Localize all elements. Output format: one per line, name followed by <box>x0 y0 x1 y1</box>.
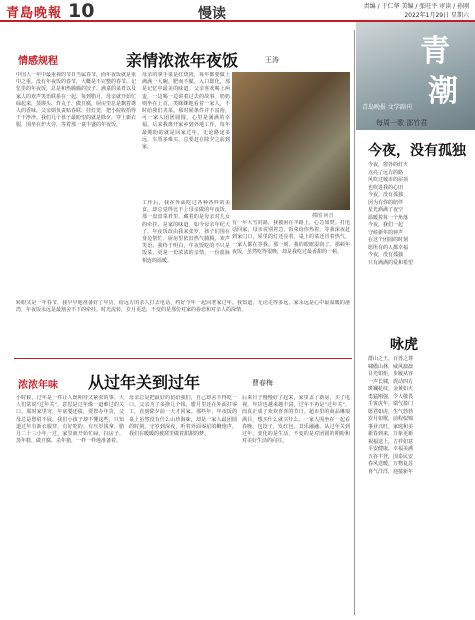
article2-title: 从过年关到过年 <box>88 373 201 392</box>
article2-label: 浓浓年味 <box>18 380 58 391</box>
newspaper-logo: 青島晚報 <box>6 6 63 21</box>
article1-label: 情感规程 <box>18 56 58 67</box>
banner-char-1: 青 <box>420 34 450 69</box>
article1-col4: 有一年大雪封路，我被困在半路上，心急如焚。打电话回家，母亲说别着急，饭菜给你热着。等我深夜赶到家门口，屋里的灯还亮着，桌上的菜还冒着热气，一家人都在等我。那一刻，我的眼眶湿润了。那顿年夜饭，虽然吃得很晚，却是我吃过最香甜的一顿。 <box>232 220 350 255</box>
article2-author: 曹春梅 <box>252 379 273 387</box>
section-title: 慢读 <box>198 6 226 22</box>
article1-col3: 工作后，我在外面吃过各种各样的美食，却总觉得比不上母亲做的年夜饭。那一盘盘菜肴里，藏着的是母亲对儿女的牵挂，是家的味道。如今母亲年纪大了，年夜饭改由我来张罗，孩子们围在身边帮忙，厨房里依旧热气腾腾，欢声笑语。我终于明白，年夜饭吃的不只是饭菜，更是一份浓浓的亲情，一份血脉相连的温暖。 <box>142 200 230 264</box>
column-divider <box>354 30 355 615</box>
poem2-body: 群山之王，百兽之尊 啸傲山林，威风凛凛 目光如炬，步履从容 一声长啸，震动四方 斑斓花纹，金黄如火 勇猛刚强，令人敬畏 壬寅虎年，瑞气盈门 愿君如虎，生气勃勃 岁月如歌，前程似锦 事业兴旺，家庭和美 新春到来，万象更新 祝福送上，吉祥如意 平安健康，幸福美满 五谷丰登，国泰民安 春风送暖，万物复苏 喜气洋洋，迎接新年 <box>368 356 414 475</box>
column-banner <box>356 22 475 130</box>
poem1-body: 今夜，窗外的灯火 点亮了远方的路 风吹过城市的屋顶 也吹进我的心田 今夜，没有孤独 因为有你的陪伴 星光洒满了夜空 温暖着每一个角落 今夜，我们一起 守候新年的钟声 在这个团圆的时刻 愿所有的人都幸福 今夜，没有孤独 只有满满的爱和希望 <box>368 162 414 266</box>
banner-author: 每周一歌 邵竹君 <box>376 119 428 127</box>
article1-title: 亲情浓浓年夜饭 <box>126 51 239 70</box>
edition-info: 责编 / 于仁华 美编 / 张旺平 审读 / 孙刚 2022年1月29日 星期六 <box>363 3 469 19</box>
section-divider <box>14 358 352 359</box>
banner-char-2: 潮 <box>428 74 458 109</box>
article1-photo <box>232 72 350 210</box>
poem1-title: 今夜，没有孤独 <box>368 143 466 159</box>
photo-caption: 插图 何音 <box>312 213 334 219</box>
article1-col2: 母亲的拿手菜是红烧肉，每年都要做上满满一大碗。肥而不腻，入口即化，那是记忆中最美的味道。父亲喜欢喝上两盅，一边喝一边讲着过去的故事。奶奶则坐在上首，笑眯眯地看着一家人，不时给我们夹菜。那时候条件并不富裕，可一家人团团圆圆，心里是满满的幸福。后来我离开家乡到外地工作，每年最期盼的就是回家过年。无论路途多远，车票多难买，总要赶在除夕之前到家。 <box>142 72 230 151</box>
article1-author: 王涛 <box>265 56 279 64</box>
banner-subtitle: 青岛晚报 文学副刊 <box>362 104 412 111</box>
page-number: 10 <box>68 0 95 22</box>
article2-col3: 后来日子慢慢好了起来，家里盖了新房，买了电视，年货也越来越丰富。过年不再是"过年关"，而真正成了欢欢喜喜的节日。超市里的商品琳琅满目，想买什么就买什么。一家人围坐在一起看春晚，包饺子，发红包，其乐融融。从过年关到过年，变化的是生活，不变的是对团圆的期盼和对美好生活的向往。 <box>242 395 350 445</box>
masthead <box>0 0 475 22</box>
poem2-title: 咏虎 <box>390 337 418 353</box>
article2-col1: 小时候，过年是一件让人既期待又紧张的事。大人们常说"过年关"，意思是过年像一道难过的关口。那时家里穷，年底要还债，要置办年货，父母总是愁眉不展。我们小孩子却不懂这些，只知道过年有新衣服穿，有好吃的，有压岁钱拿。腊月二十三小年一过，家里就开始忙碌，扫房子、蒸年糕、做豆腐、杀年猪，一样一样地准备着。 <box>16 395 124 445</box>
article1-col5: 转眼又是一年春节，我早早地准备好了年货，给远方的亲人打去电话，约好今年一起回老家过年。我知道，无论走得多远，家永远是心中最温暖的港湾，年夜饭永远是最割舍不下的牵挂。时光流转，岁月更迭，不变的是那份对家的眷恋和对亲人的深情。 <box>16 300 350 314</box>
article2-col2: 母亲总是把最好的留给我们，自己却舍不得吃一口。父亲为了多挣几个钱，腊月里还在外面打零工，直到除夕前一天才回家。那些年，年夜饭的桌上虽然没有什么山珍海味，却是一家人最团圆的时刻。守岁到深夜，听着外面零星的鞭炮声，我们在暖暖的被窝里做着甜甜的梦。 <box>129 395 237 438</box>
article1-col1: 中国人一年中最重视的节日当属春节，而年夜饭就是重中之重。没有年夜饭的春节，大概是不完整的春节。记忆里的年夜饭，总是和热腾腾的饺子、满桌的菜肴以及家人的欢声笑语联系在一起。每到腊月，母亲就开始忙碌起来，蒸馒头、炸丸子、做豆腐，厨房里总是飘着诱人的香味。父亲则负责贴春联、挂灯笼，把小院收拾得干干净净。我们几个孩子最盼望的就是除夕，穿上新衣服，围坐在炉火旁，等着那一桌丰盛的年夜饭。 <box>16 72 136 129</box>
